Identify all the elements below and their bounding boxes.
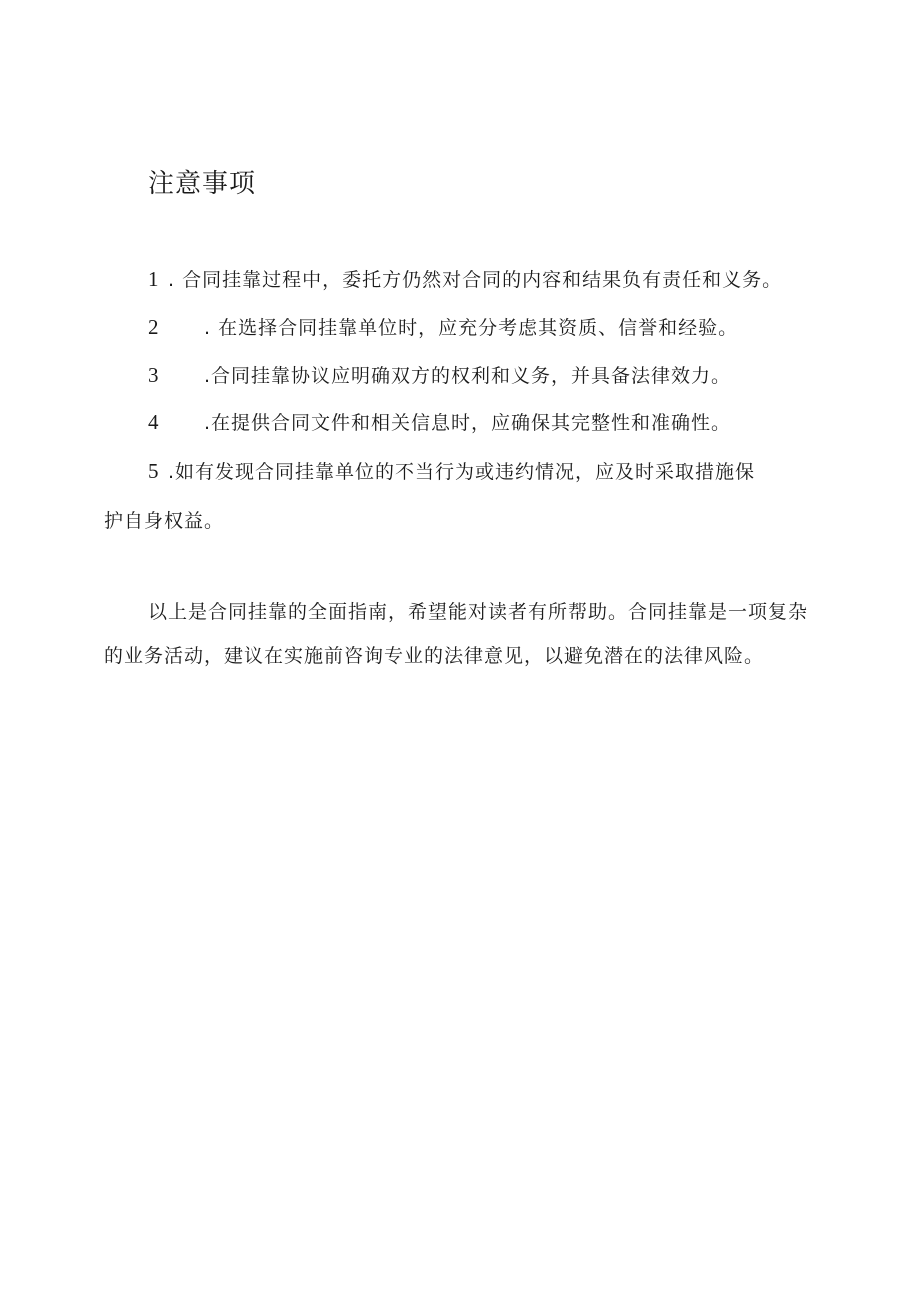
list-item: [148, 314, 738, 341]
closing-text: 以上是合同挂靠的全面指南，希望能对读者有所帮助。合同挂靠是一项复杂的业务活动，建议在实施前咨询专业的法律意见，以避免潜在的法律风险。: [104, 601, 809, 667]
list-item: [148, 458, 755, 485]
list-item-number: 4: [148, 410, 159, 434]
list-item-text: .合同挂靠协议应明确双方的权利和义务，并具备法律效力。: [204, 365, 732, 387]
list-item-text: 护自身权益。: [104, 510, 225, 532]
list-item-number: 5: [148, 459, 159, 483]
list-item-text: .在提供合同文件和相关信息时，应确保其完整性和准确性。: [204, 412, 732, 434]
list-item-text: .如有发现合同挂靠单位的不当行为或违约情况，应及时采取措施保: [168, 461, 756, 483]
list-item: [148, 266, 782, 293]
list-item: [148, 362, 731, 389]
section-heading: 注意事项: [148, 169, 257, 199]
list-item-number: 1: [148, 267, 159, 291]
closing-paragraph: [104, 590, 820, 678]
list-item-text: . 在选择合同挂靠单位时，应充分考虑其资质、信誉和经验。: [204, 317, 739, 339]
list-item-number: 2: [148, 315, 159, 339]
list-item: [148, 409, 731, 436]
list-item-continuation: [104, 508, 224, 534]
list-item-number: 3: [148, 363, 159, 387]
list-item-text: . 合同挂靠过程中，委托方仍然对合同的内容和结果负有责任和义务。: [168, 269, 783, 291]
